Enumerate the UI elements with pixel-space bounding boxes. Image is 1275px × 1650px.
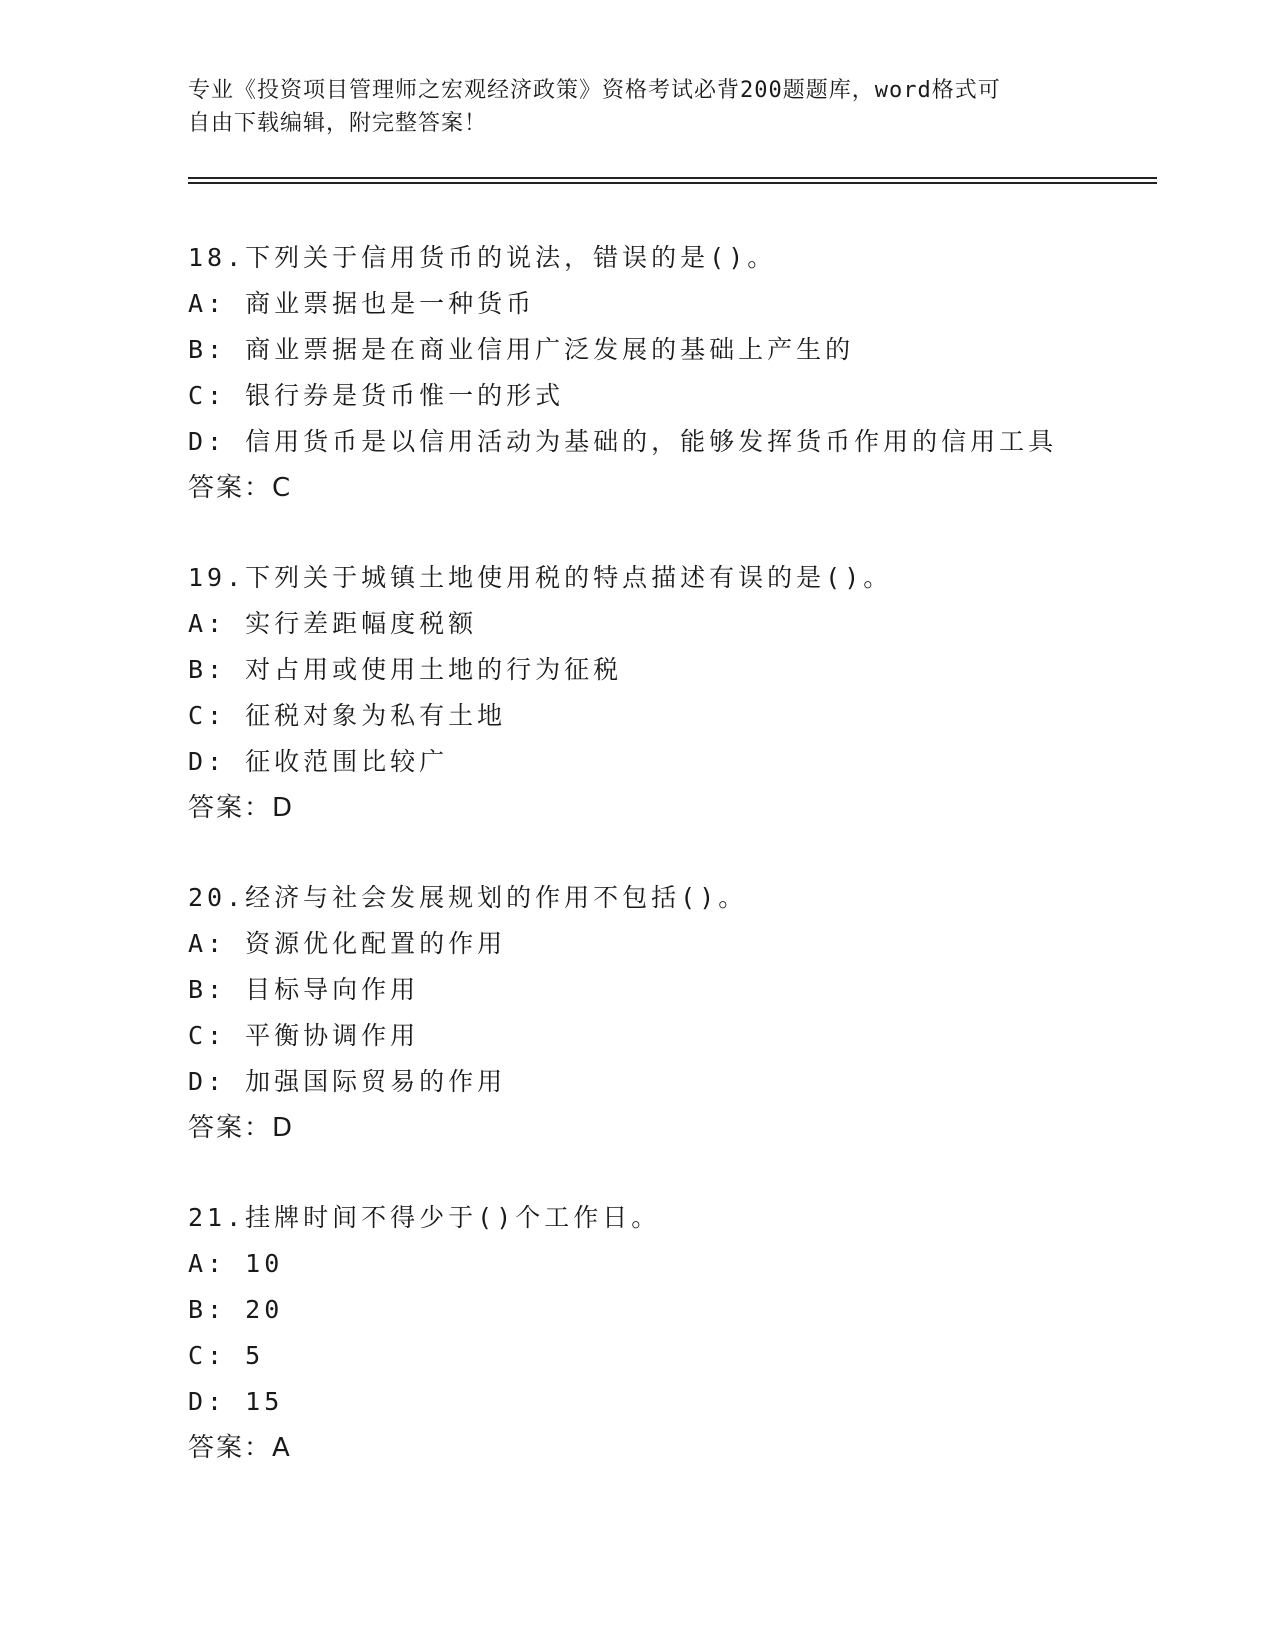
question-20 [188, 875, 1148, 1151]
answer-label: 答案：D [188, 793, 295, 823]
option-b: B: 商业票据是在商业信用广泛发展的基础上产生的 [188, 335, 855, 364]
answer-label: 答案：C [188, 473, 293, 503]
option-d: D: 加强国际贸易的作用 [188, 1067, 507, 1096]
option-b: B: 20 [188, 1295, 284, 1324]
option-d: D: 15 [188, 1387, 284, 1416]
option-c: C: 平衡协调作用 [188, 1021, 420, 1050]
question-stem: 20.经济与社会发展规划的作用不包括()。 [188, 883, 748, 912]
header-divider-top [188, 177, 1157, 179]
question-stem: 18.下列关于信用货币的说法，错误的是()。 [188, 243, 777, 272]
header-line-2: 自由下载编辑，附完整答案！ [188, 111, 488, 136]
option-b: B: 对占用或使用土地的行为征税 [188, 655, 623, 684]
option-a: A: 10 [188, 1249, 284, 1278]
header-divider-bottom [188, 182, 1157, 184]
answer-label: 答案：A [188, 1433, 292, 1463]
option-b: B: 目标导向作用 [188, 975, 420, 1004]
question-19 [188, 555, 1148, 831]
answer-label: 答案：D [188, 1113, 295, 1143]
option-a: A: 实行差距幅度税额 [188, 609, 478, 638]
option-a: A: 商业票据也是一种货币 [188, 289, 536, 318]
question-21 [188, 1195, 1148, 1471]
header-line-1: 专业《投资项目管理师之宏观经济政策》资格考试必背200题题库，word格式可 [188, 78, 1001, 103]
option-a: A: 资源优化配置的作用 [188, 929, 507, 958]
option-c: C: 征税对象为私有土地 [188, 701, 507, 730]
question-18 [188, 235, 1148, 511]
document-header [188, 74, 1088, 140]
option-d: D: 信用货币是以信用活动为基础的，能够发挥货币作用的信用工具 [188, 427, 1058, 456]
option-c: C: 5 [188, 1341, 265, 1370]
question-stem: 21.挂牌时间不得少于()个工作日。 [188, 1203, 661, 1232]
question-stem: 19.下列关于城镇土地使用税的特点描述有误的是()。 [188, 563, 893, 592]
option-d: D: 征收范围比较广 [188, 747, 449, 776]
option-c: C: 银行券是货币惟一的形式 [188, 381, 565, 410]
